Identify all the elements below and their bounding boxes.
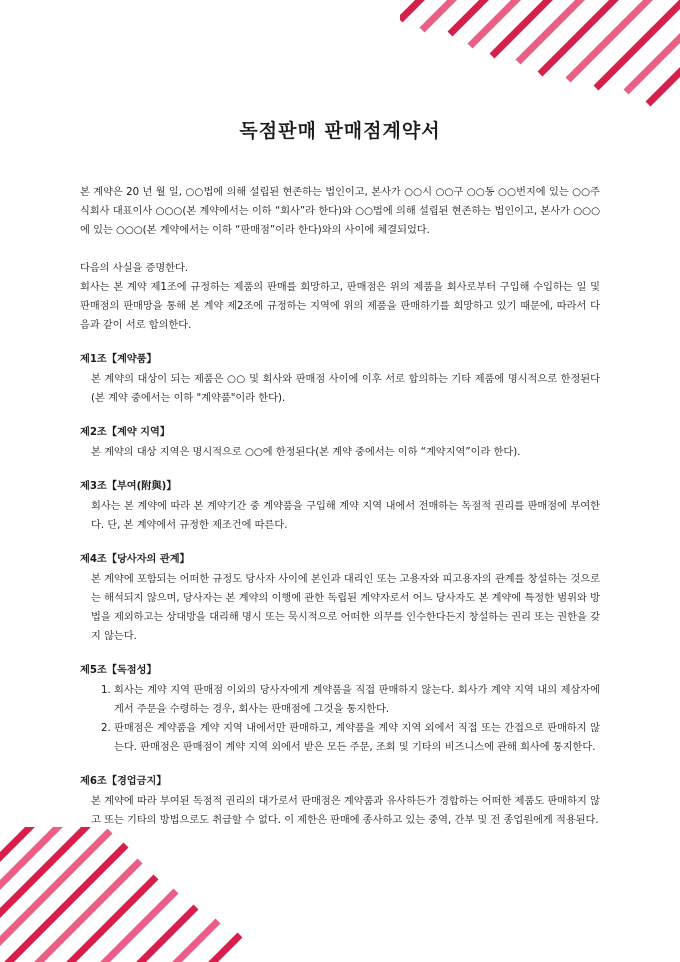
corner-stripes-bottom-left [0, 827, 250, 962]
article-2 [80, 423, 600, 462]
article-5-heading: 제5조【독점성】 [80, 665, 157, 676]
article-2-text: 본 계약의 대상 지역은 명시적으로 ○○에 한정된다(본 계약 중에서는 이하 “계약지역”이라 한다). [91, 447, 521, 458]
article-3 [80, 477, 600, 535]
recital-lead: 다음의 사실을 증명한다. [80, 263, 189, 274]
article-6-text: 본 계약에 따라 부여된 독점적 권리의 대가로서 판매점은 계약품과 유사하든가 경합하는 어떠한 제품도 판매하지 않고 또는 기타의 방법으로도 취급할 수 없다. 이 제한은 판매에 종사하고 있는 중역, 간부 및 전 종업원에게 적용된다. [91, 796, 600, 826]
article-2-heading: 제2조【계약 지역】 [80, 427, 171, 438]
article-6-heading: 제6조【경업금지】 [80, 776, 167, 787]
article-5-item-1: 1. 회사는 계약 지역 판매점 이외의 당사자에게 계약품을 직접 판매하지 않는다. 회사가 계약 지역 내의 제삼자에게서 주문을 수령하는 경우, 회사는 판매점에 그것을 통지한다. [114, 681, 600, 719]
article-3-text: 회사는 본 계약에 따라 본 계약기간 중 계약품을 구입해 계약 지역 내에서 전매하는 독점적 권리를 판매점에 부여한다. 단, 본 계약에서 규정한 제조건에 따른다. [91, 501, 600, 531]
article-5-item-2: 2. 판매점은 계약품을 계약 지역 내에서만 판매하고, 계약품을 계약 지역 외에서 직접 또는 간접으로 판매하지 않는다. 판매점은 판매점이 계약 지역 외에서 받은 모든 주문, 조회 및 기타의 비즈니스에 관해 회사에 통지한다. [114, 719, 600, 757]
intro-paragraph: 본 계약은 20 년 월 일, ○○법에 의해 설립된 현존하는 법인이고, 본사가 ○○시 ○○구 ○○동 ○○번지에 있는 ○○주식회사 대표이사 ○○○(본 계약에서는 이하 “회사”라 한다)와 ○○법에 의해 설립된 현존하는 법인이고, 본사가 ○○○에 있는 ○○○(본 계약에서는 이하 “판매점”이라 한다)와의 사이에 체결되었다. [80, 187, 600, 236]
article-1-text: 본 계약의 대상이 되는 제품은 ○○ 및 회사와 판매점 사이에 이후 서로 합의하는 기타 제품에 명시적으로 한정된다(본 계약 중에서는 이하 "계약품"이라 한다). [91, 374, 600, 404]
document-title: 독점판매 판매점계약서 [239, 120, 441, 142]
recital-paragraph: 회사는 본 계약 제1조에 규정하는 제품의 판매를 희망하고, 판매점은 위의 제품을 회사로부터 구입해 수입하는 일 및 판매점의 판매망을 통해 본 계약 제2조에 규정하는 지역에 위의 제품을 판매하기를 희망하고 있기 때문에, 따라서 다음과 같이 서로 합의한다. [80, 282, 600, 331]
article-3-heading: 제3조【부여(附與)】 [80, 481, 177, 492]
contract-body [80, 183, 600, 830]
article-1 [80, 350, 600, 408]
article-6 [80, 772, 600, 830]
article-1-heading: 제1조【계약품】 [80, 354, 157, 365]
article-4-text: 본 계약에 포함되는 어떠한 규정도 당사자 사이에 본인과 대리인 또는 고용자와 피고용자의 관계를 창설하는 것으로는 해석되지 않으며, 당사자는 본 계약의 이행에 관한 독립된 계약자로서 어느 당사자도 본 계약에 특정한 범위와 방법을 제외하고는 상대방을 대리해 명시 또는 묵시적으로 어떠한 의무를 인수한다든지 창설하는 권리 또는 권한을 갖지 않는다. [91, 574, 600, 642]
article-5-list [80, 681, 600, 757]
article-4 [80, 550, 600, 646]
article-5 [80, 661, 600, 757]
corner-stripes-top-right [400, 0, 680, 120]
article-4-heading: 제4조【당사자의 관계】 [80, 554, 190, 565]
